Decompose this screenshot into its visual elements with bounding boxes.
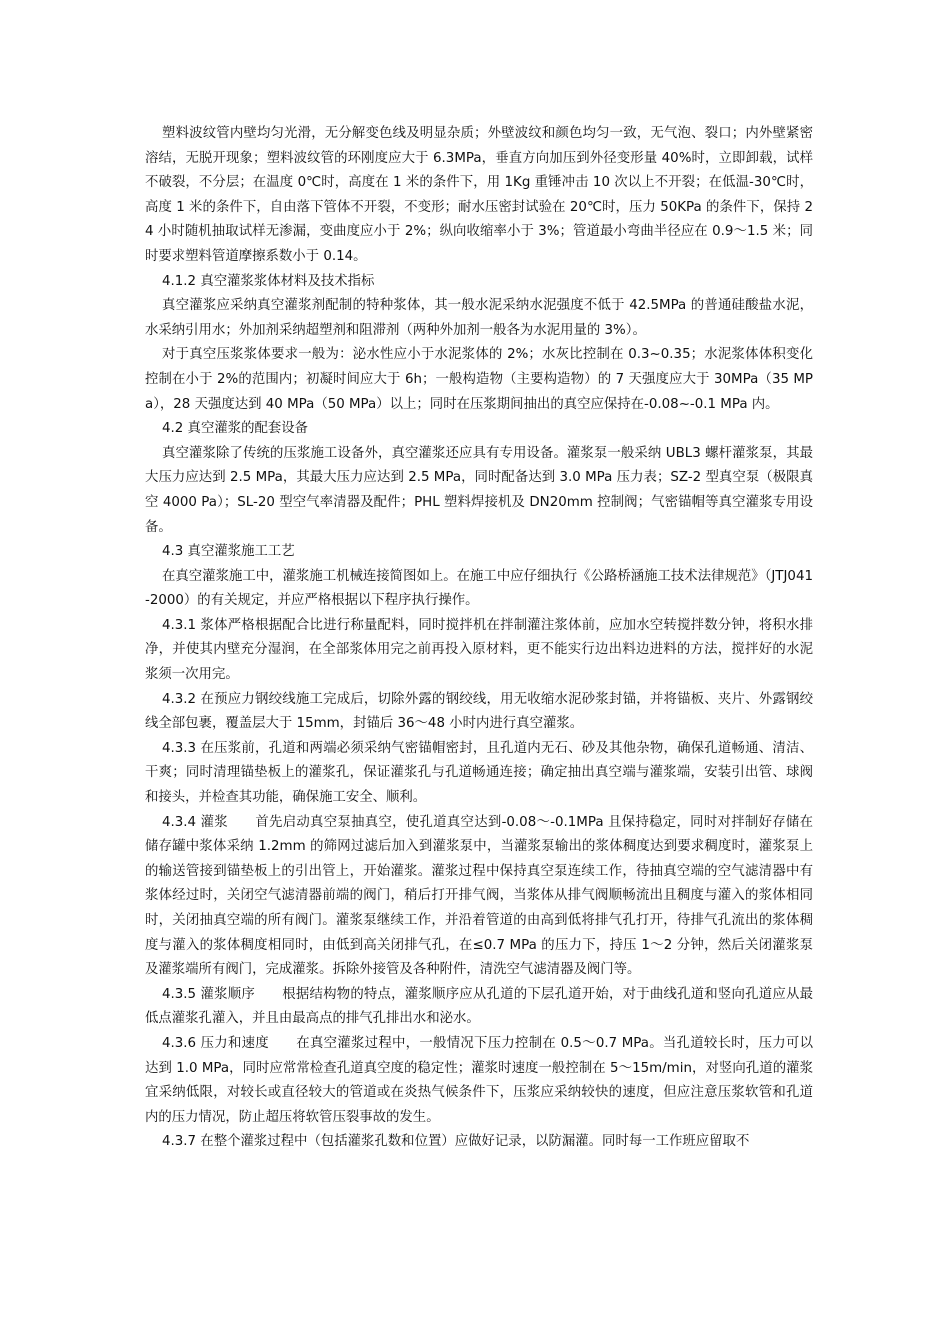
paragraph-4-3-1: 4.3.1 浆体严格根据配合比进行称量配料，同时搅拌机在拌制灌注浆体前，应加水空转搅拌数分钟，将积水排净，并使其内壁充分湿润，在全部浆体用完之前再投入原材料，更不能实行边出料边进料的方法，搅拌好的水泥浆须一次用完。: [145, 617, 813, 683]
heading-4-3: 4.3 真空灌浆施工工艺: [162, 544, 295, 560]
paragraph-process-intro: 在真空灌浆施工中，灌浆施工机械连接简图如上。在施工中应仔细执行《公路桥涵施工技术法律规范》（JTJ041-2000）的有关规定，并应严格根据以下程序执行操作。: [145, 568, 813, 609]
paragraph-4-3-5: 4.3.5 灌浆顺序 根据结构物的特点，灌浆顺序应从孔道的下层孔道开始，对于曲线孔道和竖向孔道应从最低点灌浆孔灌入，并且由最高点的排气孔排出水和泌水。: [145, 986, 813, 1027]
paragraph-grout-material: 真空灌浆应采纳真空灌浆剂配制的特种浆体，其一般水泥采纳水泥强度不低于 42.5MPa 的普通硅酸盐水泥，水采纳引用水；外加剂采纳超塑剂和阻滞剂（两种外加剂一般各为水泥用量的 3%）。: [145, 298, 813, 338]
paragraph-equipment: 真空灌浆除了传统的压浆施工设备外，真空灌浆还应具有专用设备。灌浆泵一般采纳 UBL3 螺杆灌浆泵，其最大压力应达到 2.5 MPa，其最大压力应达到 2.5 MPa，同时配备达到 3.0 MPa 压力表；SZ-2 型真空泵（极限真空 4000 Pa）；SL-20 型空气率清器及配件；PHL 塑料焊接机及 DN20mm 控制阀；气密锚帽等真空灌浆专用设备。: [145, 445, 813, 535]
document-page: [145, 122, 813, 1155]
paragraph-4-3-2: 4.3.2 在预应力钢绞线施工完成后，切除外露的钢绞线，用无收缩水泥砂浆封锚，并将锚板、夹片、外露钢绞线全部包裹，覆盖层大于 15mm，封锚后 36～48 小时内进行真空灌浆。: [145, 691, 813, 732]
paragraph-4-3-3: 4.3.3 在压浆前，孔道和两端必须采纳气密锚帽密封，且孔道内无石、砂及其他杂物，确保孔道畅通、清洁、干爽；同时清理锚垫板上的灌浆孔，保证灌浆孔与孔道畅通连接；确定抽出真空端与灌浆端，安装引出管、球阀和接头，并检查其功能，确保施工安全、顺利。: [145, 740, 813, 806]
paragraph-4-3-4: 4.3.4 灌浆 首先启动真空泵抽真空，使孔道真空达到-0.08～-0.1MPa 且保持稳定，同时对拌制好存储在储存罐中浆体采纳 1.2mm 的筛网过滤后加入到灌浆泵中，当灌浆泵输出的浆体稠度达到要求稠度时，灌浆泵上的输送管接到锚垫板上的引出管上，开始灌浆。灌浆过程中保持真空泵连续工作，待抽真空端的空气滤清器中有浆体经过时，关闭空气滤清器前端的阀门，稍后打开排气阀，当浆体从排气阀顺畅流出且稠度与灌入的浆体相同时，关闭抽真空端的所有阀门。灌浆泵继续工作，并沿着管道的由高到低将排气孔打开，待排气孔流出的浆体稠度与灌入的浆体稠度相同时，由低到高关闭排气孔，在≤0.7 MPa 的压力下，持压 1～2 分钟，然后关闭灌浆泵及灌浆端所有阀门，完成灌浆。拆除外接管及各种附件，清洗空气滤清器及阀门等。: [145, 814, 813, 978]
paragraph-grout-requirements: 对于真空压浆浆体要求一般为：泌水性应小于水泥浆体的 2%；水灰比控制在 0.3~0.35；水泥浆体体积变化控制在小于 2%的范围内；初凝时间应大于 6h；一般构造物（主要构造物）的 7 天强度应大于 30MPa（35 MPa），28 天强度达到 40 MPa（50 MPa）以上；同时在压浆期间抽出的真空应保持在-0.08~-0.1 MPa 内。: [145, 347, 813, 412]
paragraph-4-3-6: 4.3.6 压力和速度 在真空灌浆过程中，一般情况下压力控制在 0.5～0.7 MPa。当孔道较长时，压力可以达到 1.0 MPa，同时应常常检查孔道真空度的稳定性；灌浆时速度一般控制在 5～15m/min，对竖向孔道的灌浆宜采纳低限，对较长或直径较大的管道或在炎热气候条件下，压浆应采纳较快的速度，但应注意压浆软管和孔道内的压力情况，防止超压将软管压裂事故的发生。: [145, 1035, 813, 1125]
heading-4-1-2: 4.1.2 真空灌浆浆体材料及技术指标: [162, 273, 375, 289]
paragraph-4-3-7: 4.3.7 在整个灌浆过程中（包括灌浆孔数和位置）应做好记录，以防漏灌。同时每一工作班应留取不: [162, 1134, 750, 1150]
paragraph-pipe-requirements: 塑料波纹管内壁均匀光滑，无分解变色线及明显杂质；外壁波纹和颜色均匀一致，无气泡、裂口；内外壁紧密溶结，无脱开现象；塑料波纹管的环刚度应大于 6.3MPa，垂直方向加压到外径变形量 40%时，立即卸载，试样不破裂，不分层；在温度 0℃时，高度在 1 米的条件下，用 1Kg 重锤冲击 10 次以上不开裂；在低温-30℃时，高度 1 米的条件下，自由落下管体不开裂，不变形；耐水压密封试验在 20℃时，压力 50KPa 的条件下，保持 24 小时随机抽取试样无渗漏，变曲度应小于 2%；纵向收缩率小于 3%；管道最小弯曲半径应在 0.9～1.5 米；同时要求塑料管道摩擦系数小于 0.14。: [145, 126, 813, 264]
heading-4-2: 4.2 真空灌浆的配套设备: [162, 421, 309, 437]
